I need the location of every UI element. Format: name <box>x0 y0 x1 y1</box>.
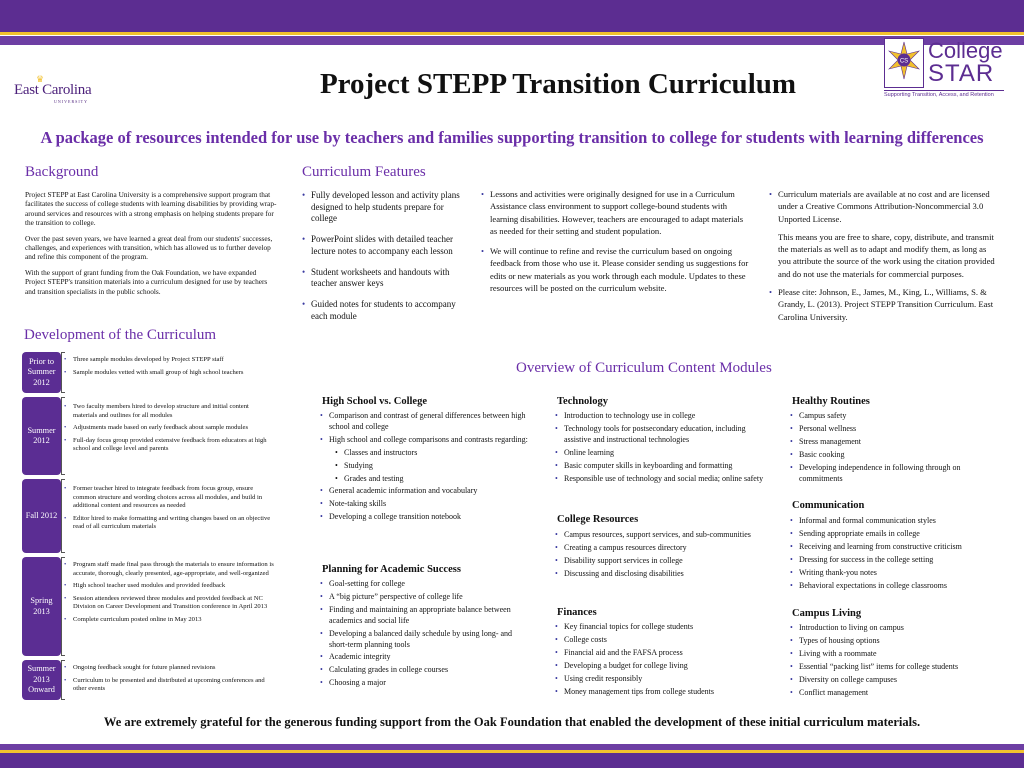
module-title: Healthy Routines <box>792 396 870 407</box>
list-item: • Complete curriculum posted online in May 2013 <box>64 616 274 625</box>
background-heading: Background <box>25 164 99 180</box>
module-list <box>790 516 1005 593</box>
timeline-phase-items <box>64 356 274 381</box>
module-list <box>555 530 760 582</box>
list-item: • Creating a campus resources directory <box>555 543 760 554</box>
list-item: • We will continue to refine and revise the curriculum based on ongoing feedback from those who use it. Please consider sending us suggestions for edits or new materials as you work through each module. Updates to these resources will be posted on the curriculum website. <box>481 245 751 294</box>
list-item: • Curriculum to be presented and distributed at upcoming conferences and other events <box>64 677 274 694</box>
list-item: • Campus safety <box>790 411 1000 422</box>
list-item: • Introduction to living on campus <box>790 623 1005 634</box>
list-item: • Calculating grades in college courses <box>320 665 525 676</box>
svg-text:CS: CS <box>899 58 909 65</box>
list-item: • Types of housing options <box>790 636 1005 647</box>
list-item: • Personal wellness <box>790 424 1000 435</box>
list-item: • Goal-setting for college <box>320 579 525 590</box>
header-violet-stripe <box>0 36 1024 45</box>
features-list-1 <box>302 190 467 331</box>
list-item: • Developing a college transition notebook <box>320 512 530 523</box>
background-text <box>25 190 277 302</box>
list-item: • Stress management <box>790 437 1000 448</box>
list-item: • Two faculty members hired to develop structure and initial content materials and outlines for all modules <box>64 403 274 420</box>
star-logo-tagline: Supporting Transition, Access, and Retention <box>884 90 1004 98</box>
list-item: • Writing thank-you notes <box>790 568 1005 579</box>
list-item: • PowerPoint slides with detailed teacher lecture notes to accompany each lesson <box>302 234 467 257</box>
module-list <box>790 411 1000 486</box>
ecu-logo-subtext: UNIVERSITY <box>54 99 88 104</box>
overview-heading: Overview of Curriculum Content Modules <box>516 360 772 376</box>
list-item: • Session attendees reviewed three modules and provided feedback at NC Division on Career Development and Transition conference in April 2013 <box>64 595 274 612</box>
timeline-phase-label: Spring 2013 <box>22 557 61 656</box>
list-item: • Developing a budget for college living <box>555 661 765 672</box>
module-list <box>555 622 765 699</box>
poster-title: Project STEPP Transition Curriculum <box>319 68 797 100</box>
timeline-phase-label: Summer 2013 Onward <box>22 660 61 700</box>
ecu-crown-icon: ♛ <box>36 74 45 84</box>
list-item: • Technology tools for postsecondary education, including assistive and instructional technologies <box>555 424 767 446</box>
list-item: • College costs <box>555 635 765 646</box>
list-item: • Choosing a major <box>320 678 525 689</box>
poster-subtitle: A package of resources intended for use by teachers and families supporting transition to college for students with learning differences <box>40 128 984 147</box>
module-title: Planning for Academic Success <box>322 564 461 575</box>
module-title: Communication <box>792 500 865 511</box>
list-item: • Guided notes for students to accompany each module <box>302 299 467 322</box>
features-heading: Curriculum Features <box>302 164 426 180</box>
development-heading: Development of the Curriculum <box>24 327 217 343</box>
timeline-phase-items <box>64 485 274 536</box>
list-item: • Comparison and contrast of general differences between high school and college <box>320 411 530 433</box>
list-item: • Using credit responsibly <box>555 674 765 685</box>
list-item: • Fully developed lesson and activity plans designed to help students prepare for college <box>302 190 467 225</box>
list-item: • Behavioral expectations in college classrooms <box>790 581 1005 592</box>
list-item: • Three sample modules developed by Project STEPP staff <box>64 356 274 365</box>
list-item: • Full-day focus group provided extensive feedback from educators at high school and college level and parents <box>64 437 274 454</box>
list-item: • Disability support services in college <box>555 556 760 567</box>
list-item: • Developing a balanced daily schedule by using long- and short-term planning tools <box>320 629 525 651</box>
list-item: • Dressing for success in the college setting <box>790 555 1005 566</box>
background-paragraph: Over the past seven years, we have learned a great deal from our students' successes, challenges, and experiences with transition, which has allowed us to further develop and refine this component of the program. <box>25 233 273 262</box>
list-item: • Student worksheets and handouts with teacher answer keys <box>302 267 467 290</box>
acknowledgement-text: We are extremely grateful for the generous funding support from the Oak Foundation that enabled the development of these initial curriculum materials. <box>103 715 921 729</box>
list-item: • Finding and maintaining an appropriate balance between academics and social life <box>320 605 525 627</box>
features-column-3 <box>769 188 1001 332</box>
list-item: • Responsible use of technology and social media; online safety <box>555 474 767 485</box>
star-logo-star: STAR <box>928 60 995 87</box>
list-item: • A “big picture” perspective of college life <box>320 592 525 603</box>
list-item: • Living with a roommate <box>790 649 1005 660</box>
module-list <box>320 579 525 691</box>
list-item: • Money management tips from college students <box>555 687 765 698</box>
list-item: • Basic computer skills in keyboarding and formatting <box>555 461 767 472</box>
list-item: • Financial aid and the FAFSA process <box>555 648 765 659</box>
list-item: • Curriculum materials are available at no cost and are licensed under a Creative Commons Attribution-Noncommercial 3.0 Unported License. <box>769 188 1001 225</box>
list-item: • Studying <box>320 461 530 472</box>
list-item: • High school and college comparisons and contrasts regarding: <box>320 435 530 446</box>
ecu-logo-text: East Carolina <box>14 82 92 98</box>
module-title: Technology <box>557 396 608 407</box>
list-item: • Note-taking skills <box>320 499 530 510</box>
list-item: • Grades and testing <box>320 474 530 485</box>
list-item: • Ongoing feedback sought for future planned revisions <box>64 664 274 673</box>
star-logo-college: College <box>928 38 1003 63</box>
header-gold-stripe <box>0 32 1024 35</box>
list-item: • Please cite: Johnson, E., James, M., King, L., Williams, S. & Grandy, L. (2013). Project STEPP Transition Curriculum. East Carolina University. <box>769 286 1001 323</box>
timeline-phase-label: Prior to Summer 2012 <box>22 352 61 393</box>
list-item: • Program staff made final pass through the materials to ensure information is accurate, thorough, clearly presented, age-appropriate, and well-organized <box>64 561 274 578</box>
list-item: • Essential “packing list” items for college students <box>790 662 1005 673</box>
module-title: College Resources <box>557 514 639 525</box>
list-item: • Sending appropriate emails in college <box>790 529 1005 540</box>
module-list <box>320 411 530 525</box>
footer-band <box>0 753 1024 768</box>
list-item: • Lessons and activities were originally designed for use in a Curriculum Assistance class environment to support college-bound students with learning disabilities. However, teachers are encouraged to adapt materials as needed for their setting and student population. <box>481 188 751 237</box>
list-item: • Diversity on college campuses <box>790 675 1005 686</box>
module-list <box>790 623 1005 700</box>
list-item: • Introduction to technology use in college <box>555 411 767 422</box>
module-title: High School vs. College <box>322 396 428 407</box>
list-item: • Informal and formal communication styles <box>790 516 1005 527</box>
list-item: • Classes and instructors <box>320 448 530 459</box>
license-explanation: This means you are free to share, copy, distribute, and transmit the materials as well as to adapt and modify them, as long as you attribute the source of the work using the citation provided and do not use the materials for commercial purposes. <box>778 231 995 279</box>
list-item: • Receiving and learning from constructive criticism <box>790 542 1005 553</box>
list-item: • General academic information and vocabulary <box>320 486 530 497</box>
timeline-phase-label: Fall 2012 <box>22 479 61 553</box>
list-item: • Online learning <box>555 448 767 459</box>
background-paragraph: With the support of grant funding from the Oak Foundation, we have expanded Project STEPP's transition materials into a curriculum designed for use by teachers and transition specialists in the public schools. <box>25 267 268 296</box>
list-item: • Sample modules vetted with small group of high school teachers <box>64 369 274 378</box>
module-title: Campus Living <box>792 608 862 619</box>
timeline-phase-items <box>64 403 274 458</box>
list-item: • Discussing and disclosing disabilities <box>555 569 760 580</box>
features-list-2 <box>481 188 751 302</box>
list-item: • Basic cooking <box>790 450 1000 461</box>
list-item: • Conflict management <box>790 688 1005 699</box>
list-item: • Academic integrity <box>320 652 525 663</box>
timeline-phase-items <box>64 561 274 628</box>
module-title: Finances <box>557 607 597 618</box>
timeline-phase-label: Summer 2012 <box>22 397 61 475</box>
list-item: • Campus resources, support services, and sub-communities <box>555 530 760 541</box>
timeline-phase-items <box>64 664 274 698</box>
list-item: • Adjustments made based on early feedback about sample modules <box>64 424 274 433</box>
background-paragraph: Project STEPP at East Carolina University is a comprehensive support program that facilitates the success of college students with learning disabilities by providing wrap-around services and resources with a strong emphasis on helping students prepare for the transition to college. <box>25 190 277 228</box>
list-item: • Former teacher hired to integrate feedback from focus group, ensure common structure and wording choices across all modules, and build in additional content and resources as needed <box>64 485 274 511</box>
module-list <box>555 411 767 486</box>
header-band <box>0 0 1024 32</box>
list-item: • High school teacher used modules and provided feedback <box>64 582 274 591</box>
list-item: • Editor hired to make formatting and writing changes based on an objective read of all curriculum materials <box>64 515 274 532</box>
list-item: • Key financial topics for college students <box>555 622 765 633</box>
list-item: • Developing independence in following through on commitments <box>790 463 1000 485</box>
